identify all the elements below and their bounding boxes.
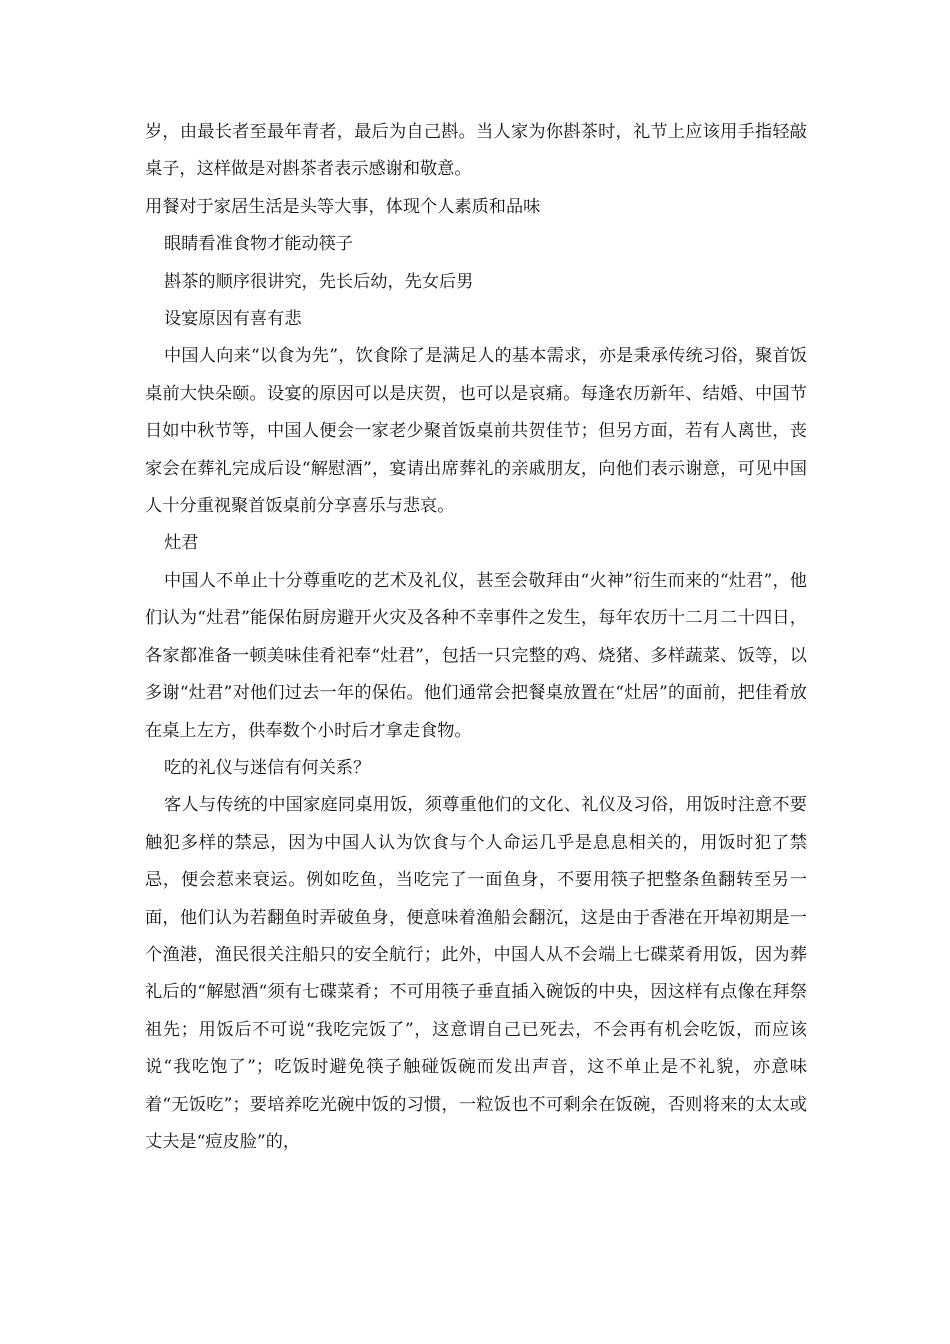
heading-kitchen-god: 灶君 bbox=[164, 533, 199, 554]
paragraph-kitchen-god: 中国人不单止十分尊重吃的艺术及礼仪，甚至会敬拜由“火神”衍生而来的“灶君”，他们认为“灶君”能保佑厨房避开火灾及各种不幸事件之发生，每年农历十二月二十四日，各家都准备一顿美味佳肴祀奉“灶君”，包括一只完整的鸡、烧猪、多样蔬菜、饭等，以多谢“灶君”对他们过去一年的保佑。他们通常会把餐桌放置在“灶居”的面前，把佳肴放在桌上左方，供奉数个小时后才拿走食物。 bbox=[145, 570, 807, 741]
heading-chopsticks: 眼睛看准食物才能动筷子 bbox=[164, 234, 354, 255]
paragraph-continuation: 岁，由最长者至最年青者，最后为自己斟。当人家为你斟茶时，礼节上应该用手指轻敲桌子，这样做是对斟茶者表示感谢和敬意。 bbox=[145, 122, 807, 180]
heading-tea-order: 斟茶的顺序很讲究，先长后幼，先女后男 bbox=[164, 271, 474, 292]
document-page bbox=[145, 114, 807, 1161]
paragraph-banquet: 中国人向来“以食为先”，饮食除了是满足人的基本需求，亦是秉承传统习俗，聚首饭桌前大快朵颐。设宴的原因可以是庆贺，也可以是哀痛。每逢农历新年、结婚、中国节日如中秋节等，中国人便会一家老少聚首饭桌前共贺佳节；但另方面，若有人离世，丧家会在葬礼完成后设“解慰酒”，宴请出席葬礼的亲戚朋友，向他们表示谢意，可见中国人十分重视聚首饭桌前分享喜乐与悲哀。 bbox=[145, 346, 807, 517]
paragraph-taboos: 客人与传统的中国家庭同桌用饭，须尊重他们的文化、礼仪及习俗，用饭时注意不要触犯多样的禁忌，因为中国人认为饮食与个人命运几乎是息息相关的，用饭时犯了禁忌，便会惹来衰运。例如吃鱼，当吃完了一面鱼身，不要用筷子把整条鱼翻转至另一面，他们认为若翻鱼时弄破鱼身，便意味着渔船会翻沉，这是由于香港在开埠初期是一个渔港，渔民很关注船只的安全航行；此外，中国人从不会端上七碟菜肴用饭，因为葬礼后的“解慰酒“须有七碟菜肴；不可用筷子垂直插入碗饭的中央，因这样有点像在拜祭祖先；用饭后不可说“我吃完饭了”，这意谓自己已死去，不会再有机会吃饭，而应该说“我吃饱了”；吃饭时避免筷子触碰饭碗而发出声音，这不单止是不礼貌，亦意味着“无饭吃”；要培养吃光碗中饭的习惯，一粒饭也不可剩余在饭碗，否则将来的太太或丈夫是“痘皮脸”的， bbox=[145, 795, 807, 1152]
heading-etiquette-superstition: 吃的礼仪与迷信有何关系？ bbox=[164, 757, 371, 778]
heading-dining-importance: 用餐对于家居生活是头等大事，体现个人素质和品味 bbox=[145, 196, 541, 217]
heading-banquet-reasons: 设宴原因有喜有悲 bbox=[164, 309, 302, 330]
